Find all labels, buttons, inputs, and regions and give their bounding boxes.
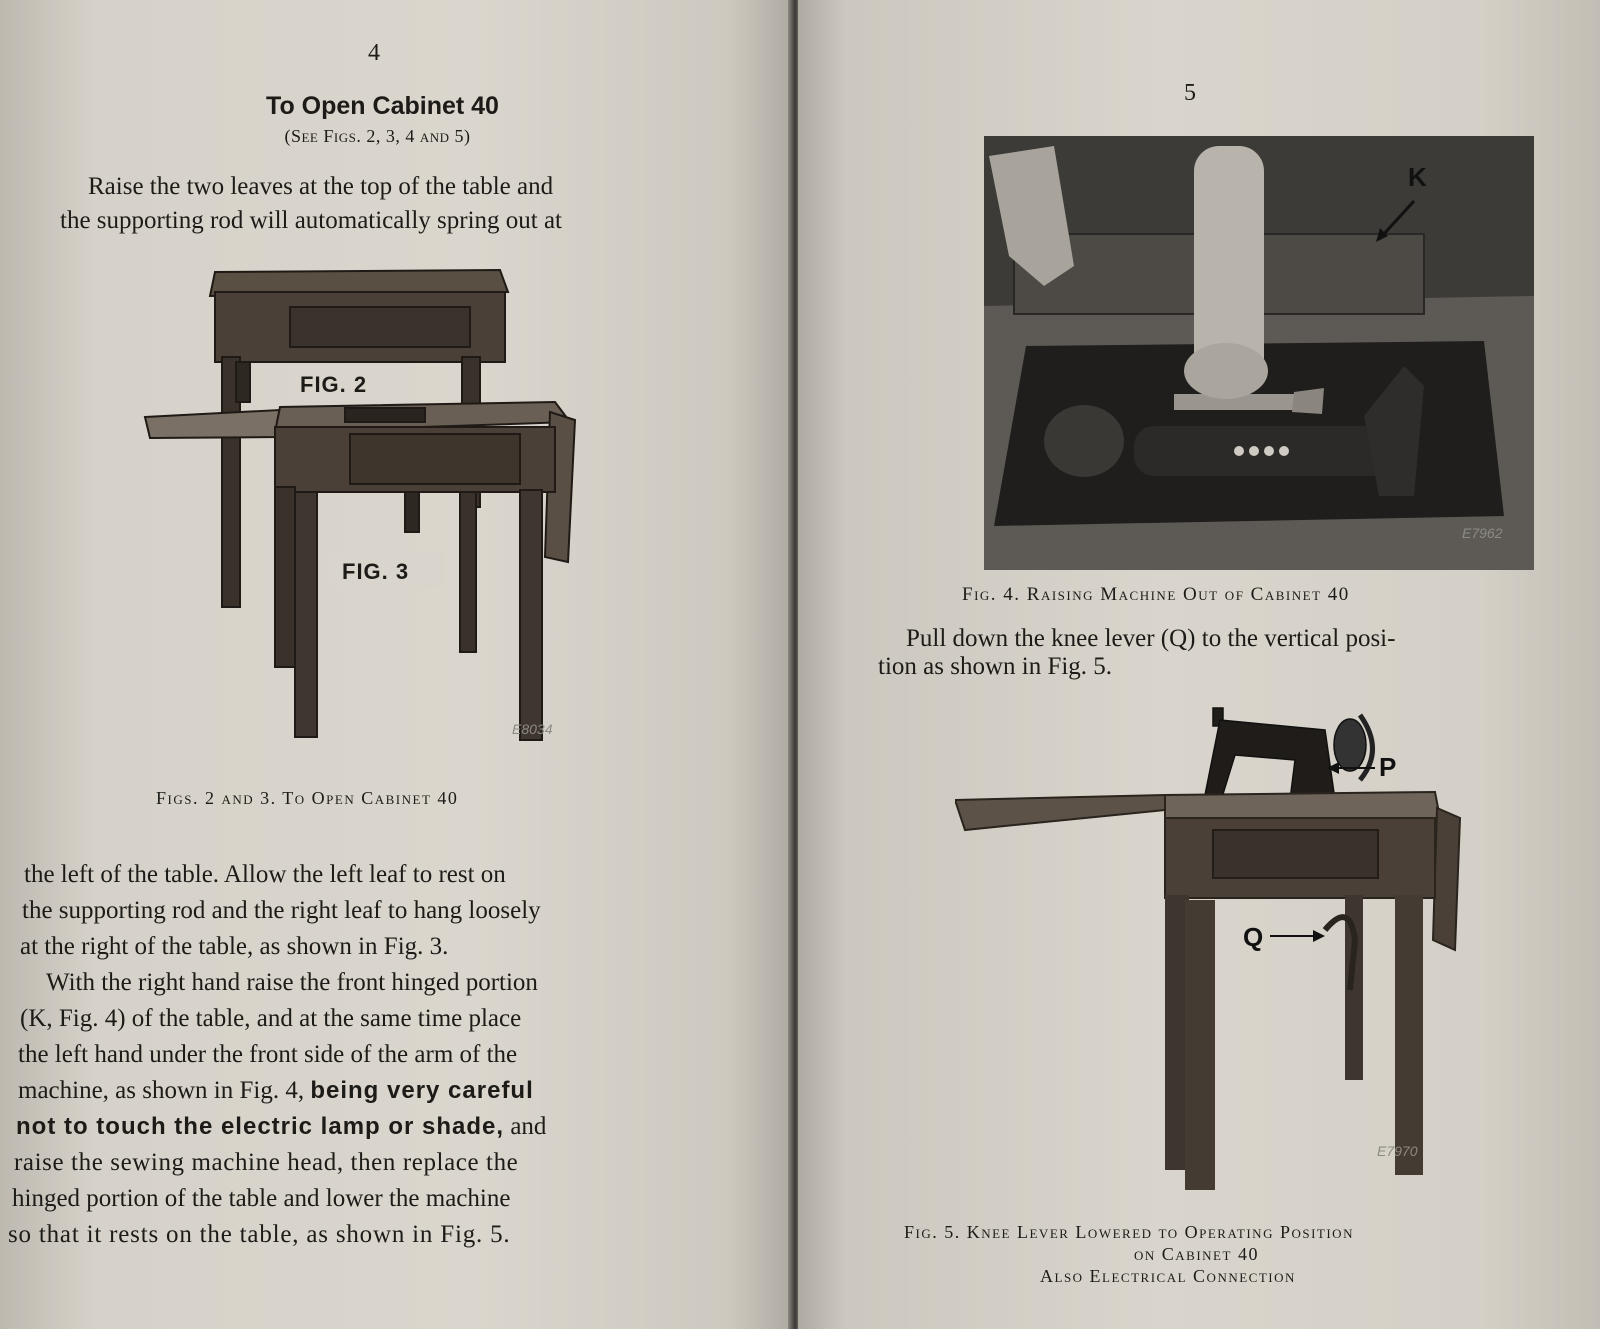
body-line-8-bold: not to touch the electric lamp or shade, [16, 1113, 505, 1140]
left-page [0, 0, 792, 1329]
body-line-3: at the right of the table, as shown in Fig. 3. [20, 933, 449, 960]
figure-5-caption-line-2: on Cabinet 40 [1134, 1244, 1259, 1264]
fig5-label-p: P [1379, 752, 1397, 782]
figure-4-caption: Fig. 4. Raising Machine Out of Cabinet 40 [962, 584, 1350, 605]
body-line-5: (K, Fig. 4) of the table, and at the same time place [20, 1005, 522, 1032]
fig2-3-code: E8034 [512, 721, 553, 737]
para-line-2: tion as shown in Fig. 5. [878, 653, 1113, 680]
body-line-7-bold: being very careful [310, 1077, 534, 1104]
body-line-6: the left hand under the front side of the arm of the [18, 1041, 518, 1068]
fig5-code: E7970 [1377, 1143, 1418, 1159]
body-line-4: With the right hand raise the front hinged portion [46, 969, 538, 996]
page-number-left: 4 [368, 40, 380, 66]
body-line-2: the supporting rod and the right leaf to hang loosely [22, 897, 541, 924]
fig2-label: FIG. 2 [300, 372, 368, 397]
body-line-11: so that it rests on the table, as shown in Fig. 5. [8, 1221, 511, 1248]
figure-2-3-caption: Figs. 2 and 3. To Open Cabinet 40 [156, 788, 459, 808]
body-line-10: hinged portion of the table and lower the machine [12, 1185, 511, 1212]
intro-line-1: Raise the two leaves at the top of the table and [88, 173, 554, 200]
body-line-9: raise the sewing machine head, then replace the [14, 1149, 519, 1176]
fig3-label: FIG. 3 [342, 559, 410, 584]
fig4-code: E7962 [1462, 525, 1503, 541]
fig4-illustration [984, 136, 1534, 570]
cabinet-illustration [140, 262, 580, 752]
body-line-1: the left of the table. Allow the left leaf to rest on [24, 861, 506, 888]
para-line-1: Pull down the knee lever (Q) to the vertical posi- [906, 625, 1396, 652]
figure-4-photo [984, 136, 1534, 570]
section-subheading: (See Figs. 2, 3, 4 and 5) [284, 126, 471, 146]
page-number-right: 5 [1184, 80, 1196, 106]
figure-5-caption-line-3: Also Electrical Connection [1040, 1266, 1296, 1286]
figure-2-3-illustration [140, 262, 580, 752]
body-line-8-end: and [510, 1113, 547, 1140]
fig5-illustration-svg [955, 700, 1475, 1210]
section-heading: To Open Cabinet 40 [266, 92, 499, 120]
intro-line-2: the supporting rod will automatically spring out at [60, 207, 563, 234]
body-line-7-start: machine, as shown in Fig. 4, [18, 1077, 305, 1104]
body-line-7 [18, 1074, 534, 1108]
fig4-label-k: K [1408, 162, 1427, 192]
body-line-8 [16, 1110, 546, 1144]
figure-5-illustration [955, 700, 1475, 1210]
figure-5-caption-line-1: Fig. 5. Knee Lever Lowered to Operating Position [904, 1222, 1354, 1242]
fig5-label-q: Q [1243, 922, 1264, 952]
